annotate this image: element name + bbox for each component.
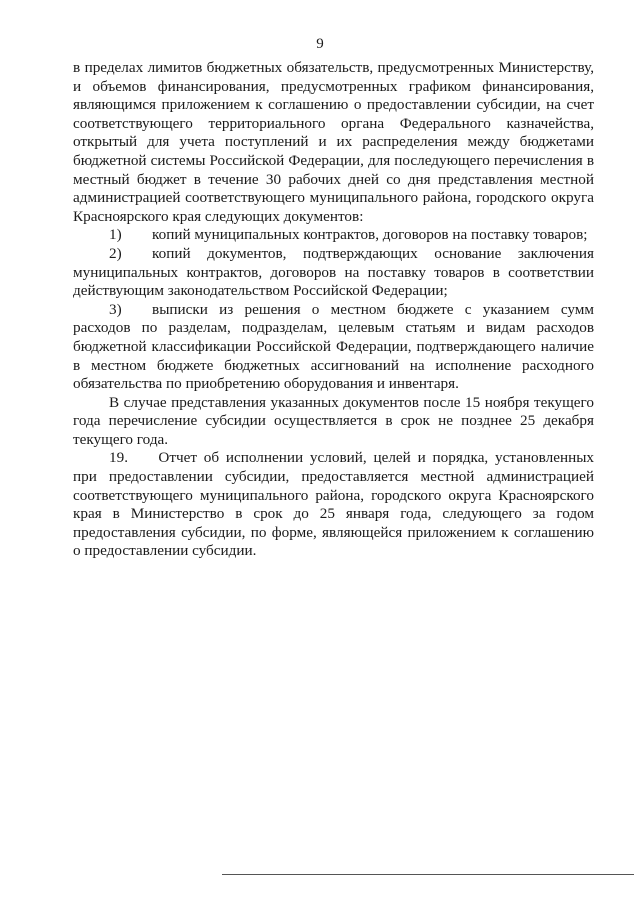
list-item-1: 1) копий муниципальных контрактов, договоров на поставку товаров;: [109, 226, 588, 244]
page-number: 9: [316, 36, 324, 52]
list-item-3: 3) выписки из решения о местном бюджете с указанием сумм расходов по разделам, подразделам, целевым статьям и видам расходов бюджетной классификации Российской Федерации, подтверждающего наличие в местном бюджете бюджетных ассигнований на исполнение расходного обязательства по приобретению оборудования и инвентаря.: [73, 300, 594, 393]
document-body: [73, 59, 594, 561]
paragraph-19: 19. Отчет об исполнении условий, целей и порядка, установленных при предоставлении субсидии, предоставляется местной администрацией соответствующего муниципального района, городского округа Красноярского края в Министерство в срок до 25 января года, следующего за годом предоставления субсидии, по форме, являющейся приложением к соглашению о предоставлении субсидии.: [73, 449, 594, 560]
paragraph-continuation: в пределах лимитов бюджетных обязательств, предусмотренных Министерству, и объемов финансирования, предусмотренных графиком финансирования, являющимся приложением к соглашению о предоставлении субсидии, на счет соответствующего территориального органа Федерального казначейства, открытый для учета поступлений и их распределения между бюджетами бюджетной системы Российской Федерации, для последующего перечисления в местный бюджет в течение 30 рабочих дней со дня представления местной администрацией соответствующего муниципального района, городского округа Красноярского края следующих документов:: [73, 59, 594, 225]
footer-rule: [222, 874, 634, 875]
list-item-2: 2) копий документов, подтверждающих основание заключения муниципальных контрактов, договоров на поставку товаров в соответствии действующим законодательством Российской Федерации;: [73, 244, 594, 300]
paragraph-late-submission: В случае представления указанных документов после 15 ноября текущего года перечисление субсидии осуществляется в срок не позднее 25 декабря текущего года.: [73, 393, 594, 448]
